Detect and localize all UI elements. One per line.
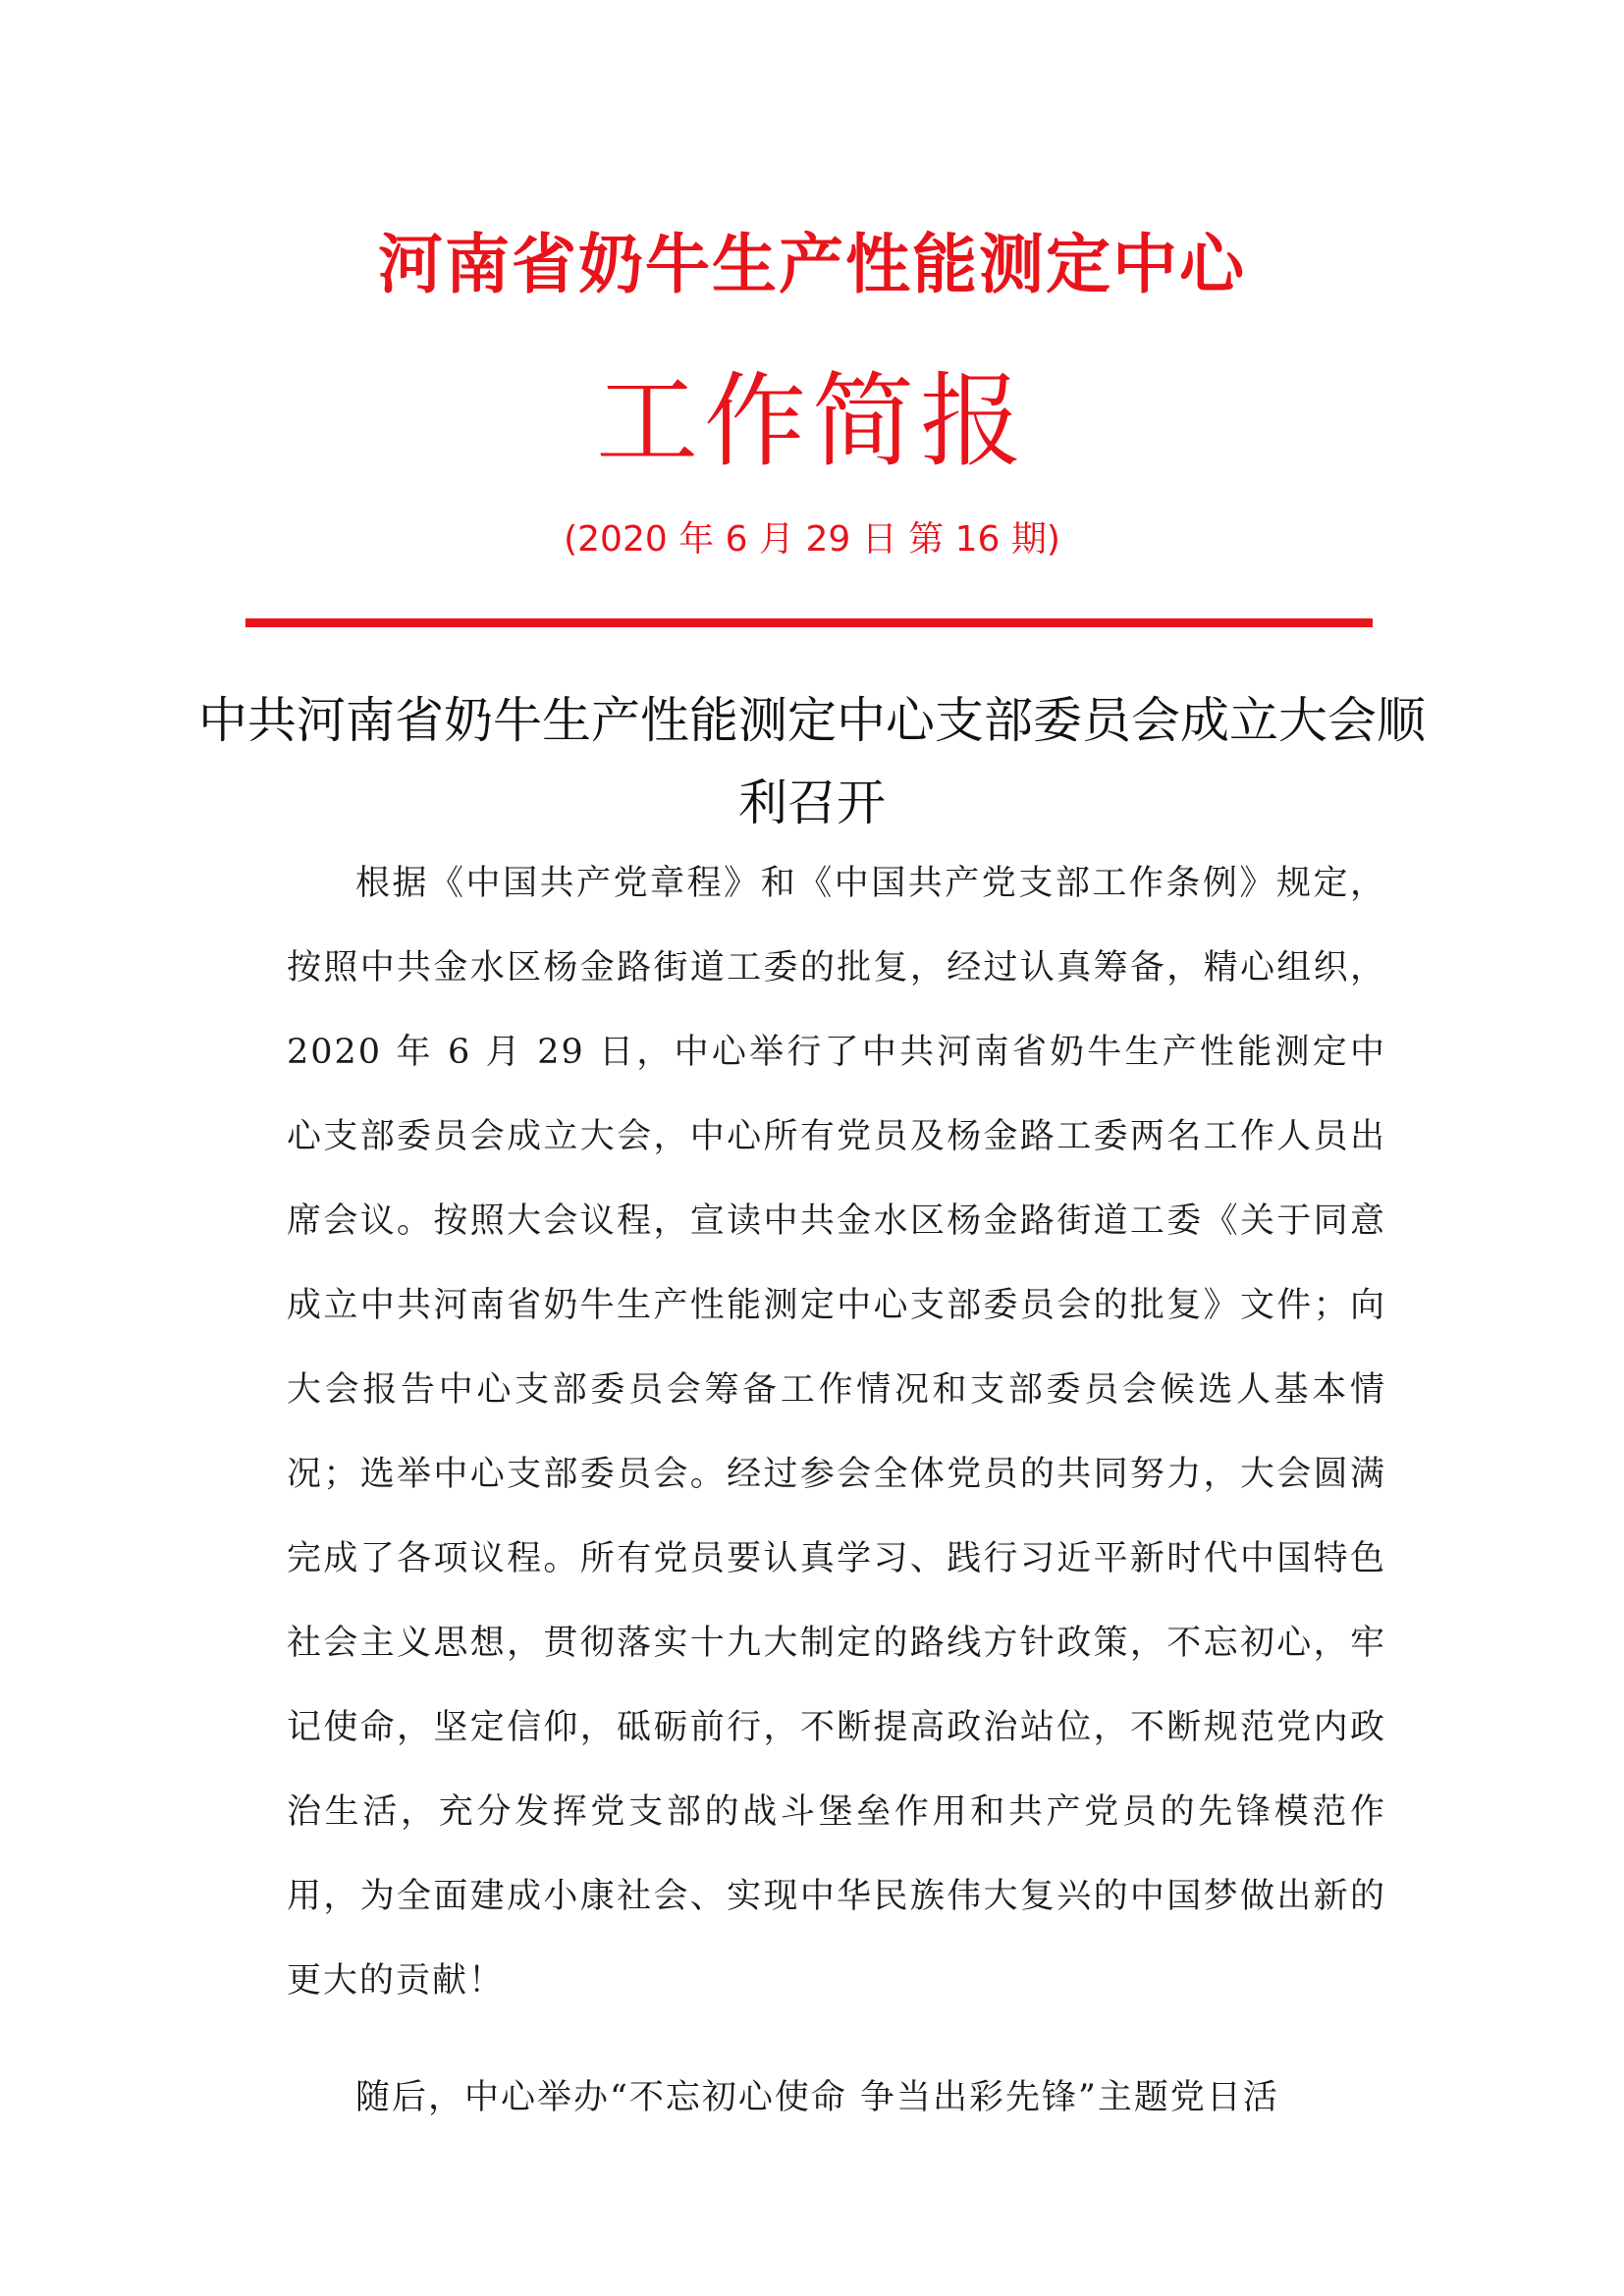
bulletin-title: 工作简报 — [595, 361, 1028, 481]
red-divider — [245, 618, 1373, 627]
article-title: 中共河南省奶牛生产性能测定中心支部委员会成立大会顺利召开 — [198, 692, 1426, 831]
article-paragraph: 根据《中国共产党章程》和《中国共产党支部工作条例》规定，按照中共金水区杨金路街道工委的批复，经过认真筹备，精心组织，2020 年 6 月 29 日，中心举行了中共河南省奶牛生产性能测定中心支部委员会成立大会，中心所有党员及杨金路工委两名工作人员出席会议。按照大会议程，宣读中共金水区杨金路街道工委《关于同意成立中共河南省奶牛生产性能测定中心支部委员会的批复》文件；向大会报告中心支部委员会筹备工作情况和支部委员会候选人基本情况；选举中心支部委员会。经过参会全体党员的共同努力，大会圆满完成了各项议程。所有党员要认真学习、践行习近平新时代中国特色社会主义思想，贯彻落实十九大制定的路线方针政策，不忘初心，牢记使命，坚定信仰，砥砺前行，不断提高政治站位，不断规范党内政治生活，充分发挥党支部的战斗堡垒作用和共产党员的先锋模范作用，为全面建成小康社会、实现中华民族伟大复兴的中国梦做出新的更大的贡献！ — [287, 864, 1386, 2001]
article-paragraph: 随后，中心举办“不忘初心使命 争当出彩先锋”主题党日活 — [355, 2078, 1279, 2117]
issue-date-line: (2020 年 6 月 29 日 第 16 期) — [564, 519, 1060, 560]
organization-title: 河南省奶牛生产性能测定中心 — [378, 227, 1246, 302]
